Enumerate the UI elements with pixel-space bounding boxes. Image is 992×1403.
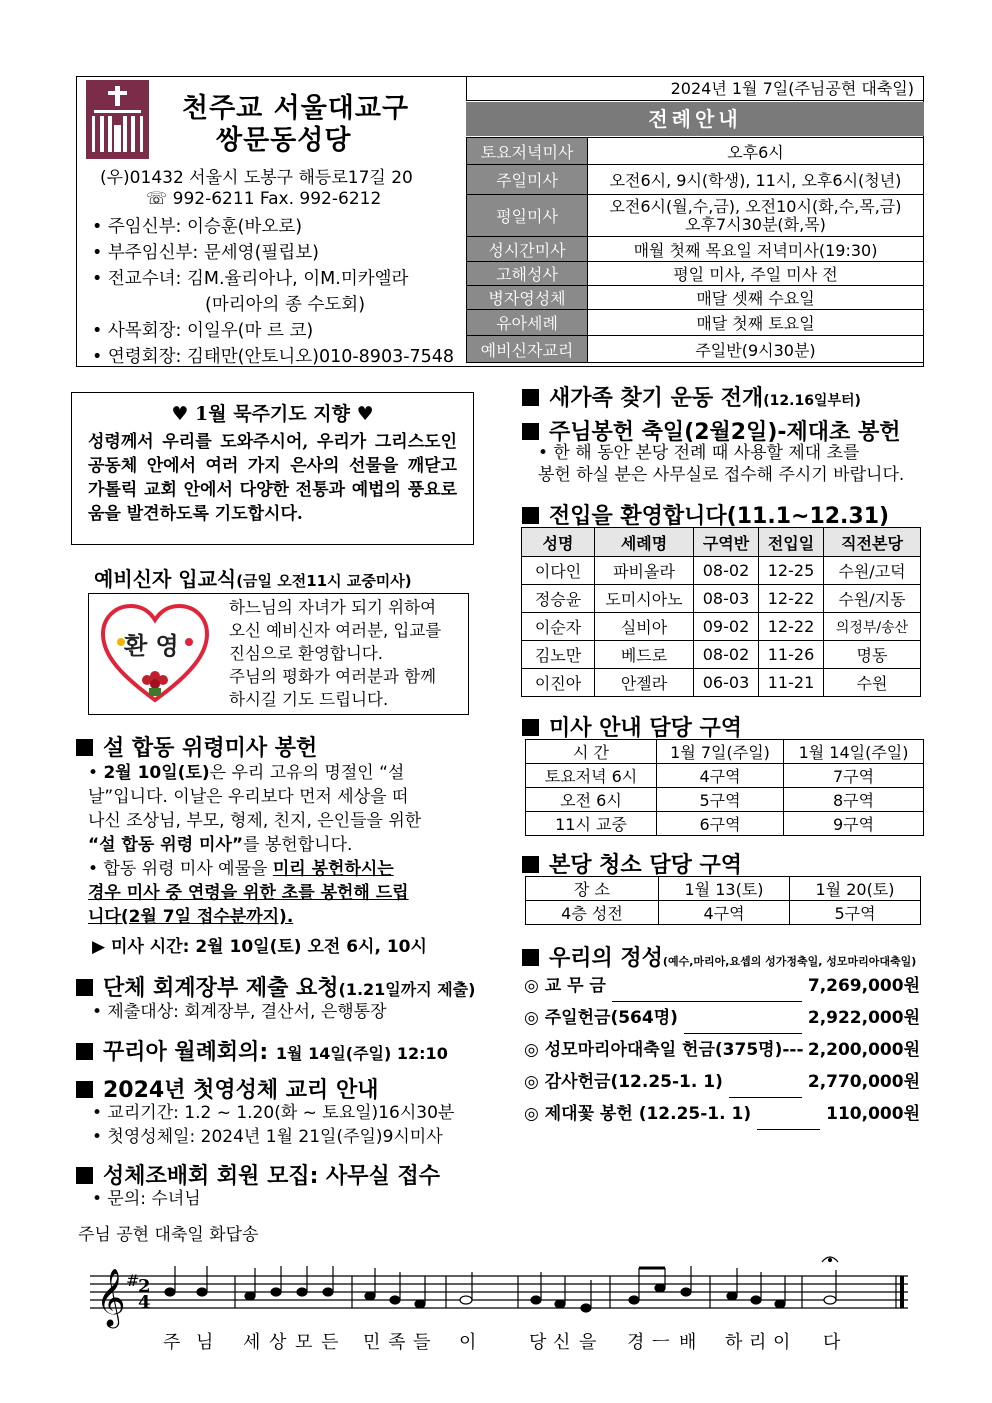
- treble-clef-icon: 𝄞: [96, 1268, 126, 1326]
- memorial-line: [88, 761, 474, 785]
- offering-amount: 7,269,000원: [807, 976, 920, 996]
- leader-line: [729, 1066, 802, 1098]
- table-row: [526, 812, 924, 836]
- memorial-text: • 합동 위령 미사 예물을: [88, 859, 273, 879]
- mass-guide-header-row: [526, 740, 924, 764]
- parish-name-line2: 쌍문동성당: [216, 125, 352, 156]
- table-cell: 11-21: [759, 669, 824, 697]
- leader-line: [757, 1098, 820, 1130]
- liturgy-value: 매달 셋째 수요일: [588, 286, 924, 310]
- new-family-heading: [522, 381, 861, 412]
- liturgy-row: [467, 138, 924, 165]
- table-cell: 실비아: [595, 613, 694, 641]
- catechumen-title-note: (금일 오전11시 교중미사): [236, 572, 412, 590]
- section-bullet-icon: [522, 389, 539, 406]
- parish-name-line1: 천주교 서울대교구: [182, 93, 410, 124]
- memorial-line: 나신 조상님, 부모, 형제, 친지, 은인들을 위한: [88, 811, 422, 831]
- offering-amount: 2,922,000원: [807, 1008, 920, 1028]
- offering-amount: 2,770,000원: [807, 1072, 920, 1092]
- candle-offering-text: [538, 442, 904, 486]
- list-item: [524, 1002, 920, 1034]
- welcome-line: 주님의 평화가 여러분과 함께: [229, 667, 437, 686]
- transfer-welcome-heading: [522, 499, 889, 530]
- adoration-heading: [76, 1159, 440, 1190]
- table-cell: 베드로: [595, 641, 694, 669]
- offering-label: ◎ 주일헌금(564명): [524, 1008, 678, 1028]
- offering-label: ◎ 제대꽃 봉헌 (12.25-1. 1): [524, 1104, 752, 1124]
- first-communion-items: [92, 1101, 454, 1149]
- bulletin-date: 2024년 1월 7일(주님공현 대축일): [466, 77, 924, 101]
- rosary-intention-box: [71, 392, 474, 545]
- transfer-col-header: 세례명: [595, 528, 694, 557]
- first-communion-heading-text: 2024년 첫영성체 교리 안내: [103, 1078, 379, 1103]
- group-accounts-item: • 제출대상: 회계장부, 결산서, 은행통장: [92, 1002, 387, 1022]
- table-cell: 4층 성전: [526, 901, 659, 925]
- group-accounts-heading: [76, 971, 475, 1002]
- first-communion-item: • 첫영성체일: 2024년 1월 21일(주일)9시미사: [92, 1127, 443, 1147]
- memorial-underlined: 미리 봉헌하시는: [272, 859, 394, 879]
- first-communion-heading: [76, 1073, 378, 1104]
- liturgy-row: [467, 310, 924, 336]
- liturgy-row: [467, 336, 924, 363]
- lyric-syllable: 들: [413, 1332, 431, 1353]
- lyric-syllable: 상: [269, 1332, 287, 1353]
- rosary-intention-text: 성령께서 우리를 도와주시어, 우리가 그리스도인 공동체 안에서 여러 가지 은사의 선물을 깨닫고 가톨릭 교회 안에서 다양한 전통과 예법의 풍요로움을 발견하도록 기도합시다.: [88, 432, 457, 524]
- section-bullet-icon: [522, 856, 539, 873]
- lyric-syllable: 이: [459, 1332, 477, 1353]
- liturgy-value: 오전6시, 9시(학생), 11시, 오후6시(청년): [588, 165, 924, 195]
- transfer-col-header: 구역반: [694, 528, 759, 557]
- liturgy-row: [467, 165, 924, 195]
- staff-sisters-order: (마리아의 종 수도회): [205, 295, 366, 315]
- table-cell: 09-02: [694, 613, 759, 641]
- staff-council-president: • 사목회장: 이일우(마 르 코): [92, 321, 314, 341]
- transfer-col-header: 전입일: [759, 528, 824, 557]
- svg-text:2: 2: [138, 1276, 151, 1297]
- welcome-line: 오신 예비신자 여러분, 입교를: [229, 621, 442, 640]
- liturgy-value: [588, 195, 924, 237]
- memorial-mass-heading-text: 설 합동 위령미사 봉헌: [103, 736, 318, 761]
- staff-pastor: • 주임신부: 이승훈(바오로): [92, 217, 303, 237]
- offering-heading-text: 우리의 정성: [549, 946, 663, 971]
- table-header-cell: 장 소: [526, 877, 659, 901]
- table-cell: 08-02: [694, 557, 759, 585]
- welcome-heart-text: 환 영: [124, 632, 179, 660]
- table-cell: 이다인: [522, 557, 595, 585]
- table-row: [522, 669, 921, 697]
- table-cell: 7구역: [784, 764, 924, 788]
- table-cell: 명동: [824, 641, 921, 669]
- lyric-syllable: 족: [388, 1332, 406, 1353]
- group-accounts-note: (1.21일까지 제출): [338, 980, 476, 999]
- table-cell: 6구역: [657, 812, 784, 836]
- memorial-date: 2월 10일(토): [103, 763, 210, 783]
- mass-guide-heading-text: 미사 안내 담당 구역: [549, 716, 742, 741]
- section-bullet-icon: [76, 739, 93, 756]
- liturgy-value: 매달 첫째 토요일: [588, 310, 924, 336]
- curia-note: 1월 14일(주일) 12:10: [275, 1044, 448, 1063]
- table-row: [522, 613, 921, 641]
- lyric-syllable: 든: [321, 1332, 339, 1353]
- catechumen-title: [94, 563, 412, 592]
- list-item: [524, 970, 920, 1002]
- weekday-mass-line1: 오전6시(월,수,금), 오전10시(화,수,목,금): [609, 196, 902, 216]
- staff-associate: • 부주임신부: 문세영(필립보): [92, 243, 319, 263]
- memorial-mass-time: ▶ 미사 시간: 2월 10일(토) 오전 6시, 10시: [92, 937, 427, 957]
- parish-logo: [86, 80, 149, 159]
- liturgy-value: 매월 첫째 목요일 저녁미사(19:30): [588, 237, 924, 262]
- lyric-syllable: 리: [749, 1332, 767, 1353]
- offering-label: ◎ 감사헌금(12.25-1. 1): [524, 1072, 723, 1092]
- liturgy-row: [467, 237, 924, 262]
- transfer-table: [521, 527, 921, 697]
- section-bullet-icon: [522, 423, 539, 440]
- catechumen-welcome-text: [229, 596, 441, 711]
- table-cell: 9구역: [784, 812, 924, 836]
- section-bullet-icon: [76, 1081, 93, 1098]
- table-cell: 파비올라: [595, 557, 694, 585]
- memorial-text: 은 우리 고유의 명절인 “설: [209, 763, 405, 783]
- staff-sisters: • 전교수녀: 김M.율리아나, 이M.미카엘라: [92, 269, 409, 289]
- section-bullet-icon: [522, 507, 539, 524]
- table-row: [526, 901, 921, 925]
- liturgy-key: 성시간미사: [467, 237, 588, 262]
- lyric-syllable: 하: [725, 1332, 743, 1353]
- staff-funeral-president: • 연령회장: 김태만(안토니오)010-8903-7548: [92, 347, 455, 367]
- table-cell: 안젤라: [595, 669, 694, 697]
- table-cell: 11시 교중: [526, 812, 657, 836]
- table-cell: 김노만: [522, 641, 595, 669]
- mass-guide-table: [525, 739, 924, 836]
- memorial-text: 를 봉헌합니다.: [243, 835, 353, 855]
- table-row: [526, 764, 924, 788]
- liturgy-value: 평일 미사, 주일 미사 전: [588, 262, 924, 286]
- staff-list: [92, 214, 462, 370]
- liturgy-key: 평일미사: [467, 195, 588, 237]
- church-cross-icon: [86, 80, 149, 159]
- offering-label: ◎ 교 무 금: [524, 976, 606, 996]
- section-bullet-icon: [522, 949, 539, 966]
- memorial-line: 날”입니다. 이날은 우리보다 먼저 세상을 떠: [88, 787, 409, 807]
- curia-heading: [76, 1035, 448, 1066]
- cleaning-heading: [522, 848, 742, 879]
- rosary-intention-title: ♥ 1월 묵주기도 지향 ♥: [171, 403, 374, 425]
- table-row: [522, 585, 921, 613]
- leader-line: [684, 1002, 802, 1034]
- lyric-syllable: 민: [363, 1332, 381, 1353]
- candle-offering-line: 봉헌 하실 분은 사무실로 접수해 주시기 바랍니다.: [538, 465, 905, 485]
- lyric-syllable: 모: [295, 1332, 313, 1353]
- table-cell: 12-25: [759, 557, 824, 585]
- parish-phone: ☏ 992-6211 Fax. 992-6212: [146, 189, 382, 209]
- table-cell: 이진아: [522, 669, 595, 697]
- lyric-syllable: 을: [579, 1332, 597, 1353]
- table-cell: 수원: [824, 669, 921, 697]
- liturgy-key: 병자영성체: [467, 286, 588, 310]
- liturgy-row: [467, 195, 924, 237]
- memorial-underlined: 경우 미사 중 연령을 위한 초를 봉헌해 드립: [88, 883, 409, 903]
- svg-text:#: #: [126, 1271, 140, 1290]
- table-cell: 오전 6시: [526, 788, 657, 812]
- liturgy-value: 주일반(9시30분): [588, 336, 924, 363]
- lyrics: [163, 1331, 841, 1353]
- liturgy-table: [466, 137, 924, 363]
- section-bullet-icon: [76, 1043, 93, 1060]
- liturgy-row: [467, 286, 924, 310]
- new-family-note: (12.16일부터): [763, 393, 861, 409]
- offering-amount: 110,000원: [826, 1104, 920, 1124]
- table-header-cell: 1월 14일(주일): [784, 740, 924, 764]
- lyric-syllable: ㅡ: [652, 1332, 670, 1353]
- section-bullet-icon: [522, 719, 539, 736]
- table-cell: 4구역: [659, 901, 790, 925]
- transfer-welcome-heading-text: 전입을 환영합니다(11.1~12.31): [549, 504, 890, 529]
- memorial-line: [88, 833, 474, 857]
- offering-heading: [522, 941, 916, 972]
- table-cell: 토요저녁 6시: [526, 764, 657, 788]
- memorial-bullet: •: [88, 763, 104, 783]
- lyric-syllable: 당: [529, 1332, 547, 1353]
- offering-list: [524, 970, 920, 1130]
- liturgy-key: 유아세례: [467, 310, 588, 336]
- cleaning-table: [525, 876, 921, 925]
- lyric-syllable: 세: [243, 1332, 261, 1353]
- leader-line: [612, 970, 802, 1002]
- lyric-syllable: 다: [823, 1332, 841, 1353]
- table-cell: 수원/지동: [824, 585, 921, 613]
- lyric-syllable: 이: [773, 1332, 791, 1353]
- list-item: [524, 1034, 920, 1066]
- section-bullet-icon: [76, 979, 93, 996]
- table-cell: 5구역: [790, 901, 921, 925]
- psalm-title: 주님 공현 대축일 화답송: [78, 1225, 259, 1245]
- lyric-syllable: 주: [163, 1332, 181, 1353]
- table-header-cell: 1월 13(토): [659, 877, 790, 901]
- table-cell: 12-22: [759, 585, 824, 613]
- table-header-cell: 1월 20(토): [790, 877, 921, 901]
- list-item: [524, 1066, 920, 1098]
- table-header-cell: 시 간: [526, 740, 657, 764]
- first-communion-item: • 교리기간: 1.2 ~ 1.20(화 ~ 토요일)16시30분: [92, 1103, 455, 1123]
- cleaning-heading-text: 본당 청소 담당 구역: [549, 853, 742, 878]
- table-row: [522, 557, 921, 585]
- transfer-header-row: [522, 528, 921, 557]
- lyric-syllable: 님: [196, 1332, 214, 1353]
- table-cell: 5구역: [657, 788, 784, 812]
- liturgy-key: 토요저녁미사: [467, 138, 588, 165]
- transfer-col-header: 직전본당: [824, 528, 921, 557]
- table-cell: 8구역: [784, 788, 924, 812]
- table-cell: 11-26: [759, 641, 824, 669]
- offering-note: (예수,마리아,요셉의 성가정축일, 성모마리아대축일): [662, 955, 917, 968]
- offering-amount: 2,200,000원: [807, 1040, 920, 1060]
- weekday-mass-line2: 오후7시30분(화,목): [685, 214, 826, 234]
- table-cell: 정승윤: [522, 585, 595, 613]
- cleaning-header-row: [526, 877, 921, 901]
- liturgy-key: 고해성사: [467, 262, 588, 286]
- parish-address: (우)01432 서울시 도봉구 해등로17길 20: [100, 168, 413, 188]
- memorial-mass-heading: [76, 731, 317, 762]
- mass-guide-heading: [522, 711, 742, 742]
- table-cell: 08-03: [694, 585, 759, 613]
- list-item: [524, 1098, 920, 1130]
- welcome-line: 하시길 기도 드립니다.: [229, 690, 389, 709]
- table-cell: 4구역: [657, 764, 784, 788]
- table-row: [526, 788, 924, 812]
- group-accounts-heading-text: 단체 회계장부 제출 요청: [103, 976, 339, 1001]
- adoration-item: • 문의: 수녀님: [92, 1189, 201, 1209]
- transfer-col-header: 성명: [522, 528, 595, 557]
- welcome-line: 하느님의 자녀가 되기 위하여: [229, 598, 437, 617]
- offering-label: ◎ 성모마리아대축일 헌금(375명)---: [524, 1040, 804, 1060]
- new-family-heading-text: 새가족 찾기 운동 전개: [549, 386, 764, 411]
- table-row: [522, 641, 921, 669]
- memorial-mass-name: “설 합동 위령 미사”: [88, 835, 244, 855]
- memorial-underlined: 니다(2월 7일 접수분까지).: [88, 907, 294, 927]
- catechumen-title-text: 예비신자 입교식: [94, 567, 237, 591]
- section-bullet-icon: [76, 1167, 93, 1184]
- liturgy-value: 오후6시: [588, 138, 924, 165]
- table-header-cell: 1월 7일(주일): [657, 740, 784, 764]
- candle-offering-line: • 한 해 동안 본당 전례 때 사용할 제대 초를: [538, 443, 860, 463]
- lyric-syllable: 신: [553, 1332, 571, 1353]
- curia-heading-text: 꾸리아 월례회의:: [103, 1040, 269, 1065]
- liturgy-row: [467, 262, 924, 286]
- music-staff: [90, 1254, 910, 1364]
- table-cell: 06-03: [694, 669, 759, 697]
- table-cell: 도미시아노: [595, 585, 694, 613]
- table-cell: 수원/고덕: [824, 557, 921, 585]
- memorial-line: [88, 857, 474, 881]
- memorial-mass-body: [88, 761, 474, 959]
- liturgy-key: 예비신자교리: [467, 336, 588, 363]
- lyric-syllable: 배: [679, 1332, 697, 1353]
- catechumen-welcome-box: [88, 593, 469, 715]
- table-cell: 12-22: [759, 613, 824, 641]
- table-cell: 의정부/송산: [824, 613, 921, 641]
- table-cell: 08-02: [694, 641, 759, 669]
- candle-offering-heading-text: 주님봉헌 축일(2월2일)-제대초 봉헌: [549, 420, 901, 445]
- welcome-line: 진심으로 환영합니다.: [229, 644, 383, 663]
- svg-text:4: 4: [138, 1292, 151, 1313]
- lyric-syllable: 경: [627, 1332, 645, 1353]
- table-cell: 이순자: [522, 613, 595, 641]
- liturgy-title: 전례안내: [466, 102, 924, 136]
- liturgy-key: 주일미사: [467, 165, 588, 195]
- adoration-heading-text: 성체조배회 회원 모집: 사무실 접수: [103, 1164, 440, 1189]
